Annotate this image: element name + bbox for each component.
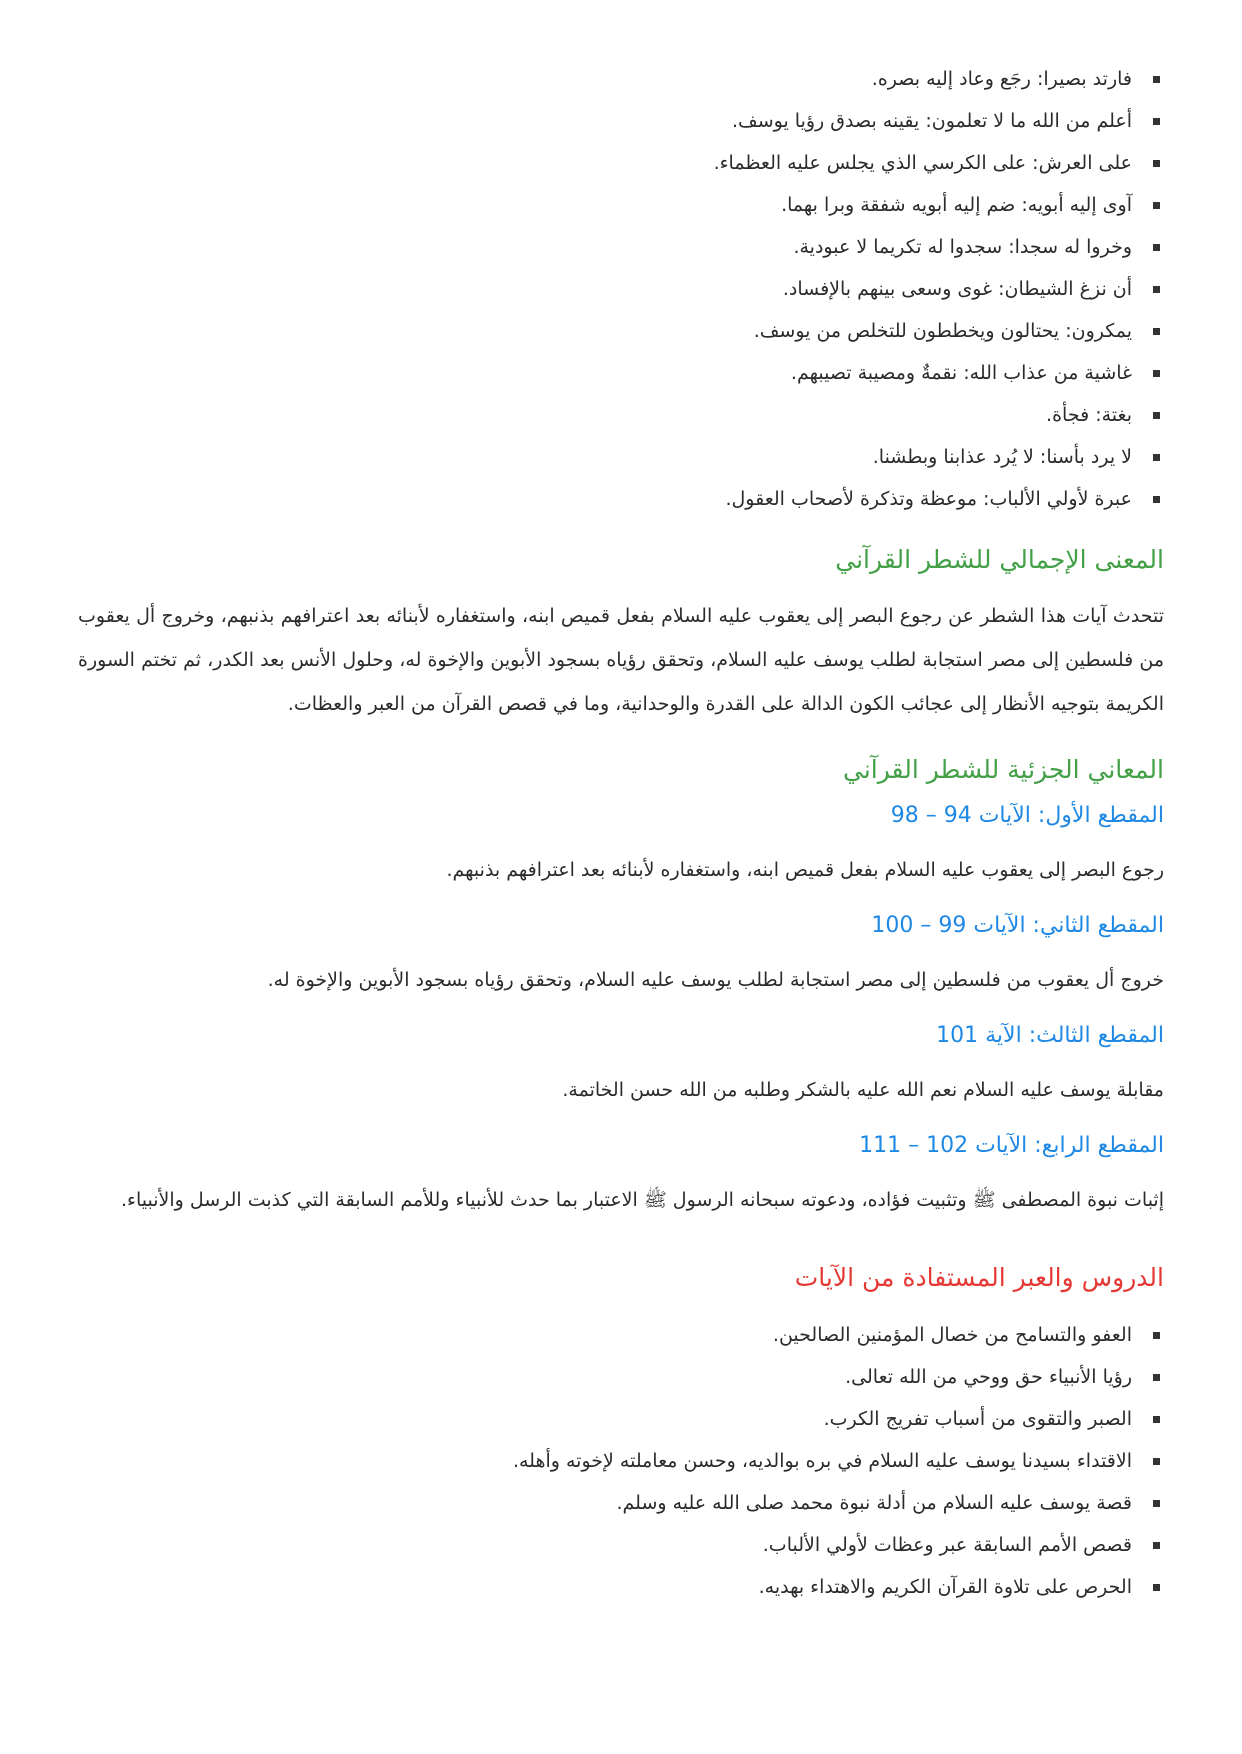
square-bullet-icon	[1153, 1458, 1160, 1465]
square-bullet-icon	[1153, 370, 1160, 377]
vocabulary-text: على العرش: على الكرسي الذي يجلس عليه العظماء.	[713, 152, 1132, 174]
segment-title: المقطع الأول: الآيات 94 – 98	[890, 803, 1164, 828]
lesson-text: الاقتداء بسيدنا يوسف عليه السلام في بره بوالديه، وحسن معاملته لإخوته وأهله.	[512, 1450, 1132, 1472]
vocabulary-item	[78, 100, 1164, 142]
segment-text: مقابلة يوسف عليه السلام نعم الله عليه بالشكر وطلبه من الله حسن الخاتمة.	[562, 1079, 1164, 1101]
lesson-item	[78, 1482, 1164, 1524]
lesson-item	[78, 1314, 1164, 1356]
lesson-text: قصة يوسف عليه السلام من أدلة نبوة محمد صلى الله عليه وسلم.	[616, 1492, 1132, 1514]
vocabulary-item	[78, 478, 1164, 520]
lesson-text: الحرص على تلاوة القرآن الكريم والاهتداء بهديه.	[758, 1576, 1132, 1598]
vocabulary-text: يمكرون: يحتالون ويخططون للتخلص من يوسف.	[753, 320, 1132, 342]
partial-meanings-heading: المعاني الجزئية للشطر القرآني	[843, 755, 1164, 784]
vocabulary-text: فارتد بصيرا: رجَع وعاد إليه بصره.	[871, 68, 1132, 90]
square-bullet-icon	[1153, 1584, 1160, 1591]
vocabulary-item	[78, 184, 1164, 226]
square-bullet-icon	[1153, 1500, 1160, 1507]
square-bullet-icon	[1153, 1332, 1160, 1339]
lesson-item	[78, 1524, 1164, 1566]
segment-text: خروج أل يعقوب من فلسطين إلى مصر استجابة لطلب يوسف عليه السلام، وتحقق رؤياه بسجود الأبوين والإخوة له.	[267, 969, 1164, 991]
square-bullet-icon	[1153, 202, 1160, 209]
vocabulary-item	[78, 394, 1164, 436]
square-bullet-icon	[1153, 1542, 1160, 1549]
lesson-item	[78, 1398, 1164, 1440]
vocabulary-text: أعلم من الله ما لا تعلمون: يقينه بصدق رؤيا يوسف.	[732, 110, 1132, 132]
square-bullet-icon	[1153, 160, 1160, 167]
square-bullet-icon	[1153, 244, 1160, 251]
vocabulary-item	[78, 268, 1164, 310]
square-bullet-icon	[1153, 286, 1160, 293]
vocabulary-text: بغتة: فجأة.	[1046, 404, 1132, 426]
vocabulary-text: آوى إليه أبويه: ضم إليه أبويه شفقة وبرا بهما.	[781, 194, 1132, 216]
vocabulary-item	[78, 226, 1164, 268]
vocabulary-item	[78, 352, 1164, 394]
lesson-item	[78, 1440, 1164, 1482]
square-bullet-icon	[1153, 1374, 1160, 1381]
segment-title: المقطع الثاني: الآيات 99 – 100	[871, 913, 1164, 938]
square-bullet-icon	[1153, 1416, 1160, 1423]
lessons-list	[78, 1314, 1164, 1608]
vocabulary-text: لا يرد بأسنا: لا يُرد عذابنا وبطشنا.	[872, 446, 1132, 468]
vocabulary-text: غاشية من عذاب الله: نقمةٌ ومصيبة تصيبهم.	[790, 362, 1132, 384]
lesson-item	[78, 1356, 1164, 1398]
square-bullet-icon	[1153, 328, 1160, 335]
square-bullet-icon	[1153, 496, 1160, 503]
square-bullet-icon	[1153, 454, 1160, 461]
segment-text: رجوع البصر إلى يعقوب عليه السلام بفعل قميص ابنه، واستغفاره لأبنائه بعد اعترافهم بذنبهم.	[446, 859, 1164, 881]
segment-text: إثبات نبوة المصطفى ﷺ وتثبيت فؤاده، ودعوته سبحانه الرسول ﷺ الاعتبار بما حدث للأنبياء وللأمم السابقة التي كذبت الرسل والأنبياء.	[120, 1189, 1164, 1211]
vocabulary-item	[78, 58, 1164, 100]
vocabulary-list	[78, 58, 1164, 520]
lesson-text: قصص الأمم السابقة عبر وعظات لأولي الألباب.	[762, 1534, 1132, 1556]
lessons-heading: الدروس والعبر المستفادة من الآيات	[794, 1263, 1164, 1292]
lesson-text: الصبر والتقوى من أسباب تفريج الكرب.	[823, 1408, 1132, 1430]
square-bullet-icon	[1153, 118, 1160, 125]
vocabulary-item	[78, 310, 1164, 352]
vocabulary-text: وخروا له سجدا: سجدوا له تكريما لا عبودية.	[793, 236, 1132, 258]
lesson-item	[78, 1566, 1164, 1608]
general-meaning-heading: المعنى الإجمالي للشطر القرآني	[835, 545, 1164, 574]
vocabulary-item	[78, 436, 1164, 478]
segment-title: المقطع الثالث: الآية 101	[936, 1023, 1164, 1048]
square-bullet-icon	[1153, 412, 1160, 419]
vocabulary-text: أن نزغ الشيطان: غوى وسعى بينهم بالإفساد.	[782, 278, 1132, 300]
vocabulary-item	[78, 142, 1164, 184]
square-bullet-icon	[1153, 76, 1160, 83]
vocabulary-text: عبرة لأولي الألباب: موعظة وتذكرة لأصحاب العقول.	[725, 488, 1132, 510]
segment-title: المقطع الرابع: الآيات 102 – 111	[859, 1133, 1164, 1158]
lesson-text: العفو والتسامح من خصال المؤمنين الصالحين.	[772, 1324, 1132, 1346]
general-meaning-paragraph: تتحدث آيات هذا الشطر عن رجوع البصر إلى يعقوب عليه السلام بفعل قميص ابنه، واستغفاره لأبنائه بعد اعترافهم بذنبهم، وخروج أل يعقوب من فلسطين إلى مصر استجابة لطلب يوسف عليه السلام، وتحقق رؤياه بسجود الأبوين والإخوة له، وحلول الأنس بعد الكدر، ثم تختم السورة الكريمة بتوجيه الأنظار إلى عجائب الكون الدالة على القدرة والوحدانية، وما في قصص القرآن من العبر والعظات.	[78, 605, 1164, 715]
lesson-text: رؤيا الأنبياء حق ووحي من الله تعالى.	[845, 1366, 1132, 1388]
